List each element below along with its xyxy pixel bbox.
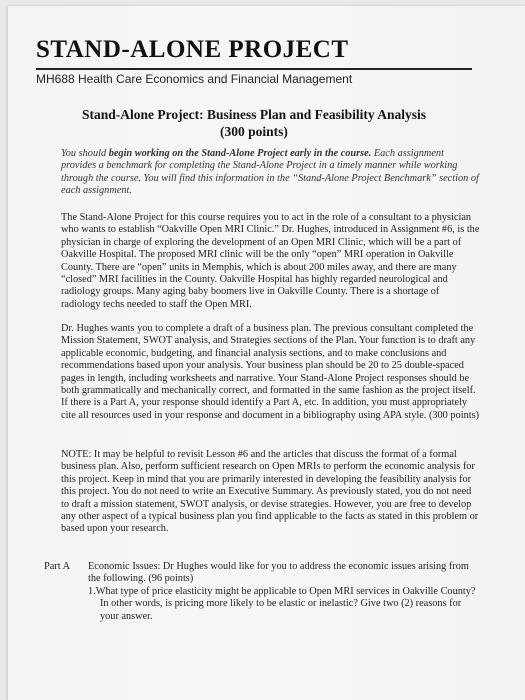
part-a-label: Part A <box>44 561 71 572</box>
project-heading-line1: Stand-Alone Project: Business Plan and Feasibility Analysis <box>81 107 427 122</box>
intro-pre: You should <box>61 148 109 159</box>
project-heading <box>44 106 464 140</box>
title-rule <box>36 68 472 70</box>
scenario-paragraph: The Stand-Alone Project for this course requires you to act in the role of a consultant to a physician who wants to establish “Oakville Open MRI Clinic.” Dr. Hughes, introduced in Assignment #6, is the physician in charge of exploring the development of an Open MRI Clinic, which will be a part of Oakville Hospital. The proposed MRI clinic will be the only “open” MRI operation in Oakville County. There are “open” units in Memphis, which is about 200 miles away, and there are many “closed” MRI facilities in the County. Oakville Hospital has highly regarded neurological and radiology groups. Many aging baby boomers live in Oakville County. There is a shortage of radiology techs needed to staff the Open MRI. <box>61 212 480 310</box>
task-paragraph: Dr. Hughes wants you to complete a draft of a business plan. The previous consultant completed the Mission Statement, SWOT analysis, and Strategies sections of the Plan. Your function is to draft any applicable economic, budgeting, and financial analysis sections, and to make conclusions and recommendations based upon your analysis. Your business plan should be 20 to 25 double-spaced pages in length, including worksheets and narrative. Your Stand-Alone Project responses should be both grammatically and mechanically correct, and formatted in the same fashion as the project itself. If there is a Part A, your response should identify a Part A, etc. In addition, you must appropriately cite all resources used in your response and document in a bibliography using APA style. (300 points) <box>61 323 480 421</box>
course-title: MH688 Health Care Economics and Financial Management <box>36 72 353 86</box>
note-paragraph: NOTE: It may be helpful to revisit Lesson #6 and the articles that discuss the format of a formal business plan. Also, perform sufficient research on Open MRIs to perform the economic analysis for this project. Keep in mind that you are primarily interested in developing the feasibility analysis for this project. You do not need to write an Executive Summary. As previously stated, you do not need to draft a mission statement, SWOT analysis, or devise strategies. However, you are free to develop any other aspect of a typical business plan you find applicable to the facts as stated in this problem or based upon your research. <box>61 449 479 535</box>
intro-bold: begin working on the Stand-Alone Project early in the course. <box>108 148 372 159</box>
intro-post: Each assignment provides a benchmark for completing the Stand-Alone Project in a timely manner while working through the course. You will find this information in the “Stand-Alone Project Benchmark” section of each assignment. <box>61 148 479 197</box>
document-page <box>8 6 525 700</box>
part-a-text: Economic Issues: Dr Hughes would like for you to address the economic issues arising from the following. (96 points) <box>88 561 469 585</box>
document-title: STAND-ALONE PROJECT <box>36 36 349 63</box>
project-heading-points: (300 points) <box>220 124 288 139</box>
part-a-body <box>88 561 476 623</box>
part-a-question-1: 1.What type of price elasticity might be applicable to Open MRI services in Oakville County? In other words, is pricing more likely to be elastic or inelastic? Give two (2) reasons for your answer. <box>88 585 476 622</box>
intro-paragraph <box>61 148 481 198</box>
